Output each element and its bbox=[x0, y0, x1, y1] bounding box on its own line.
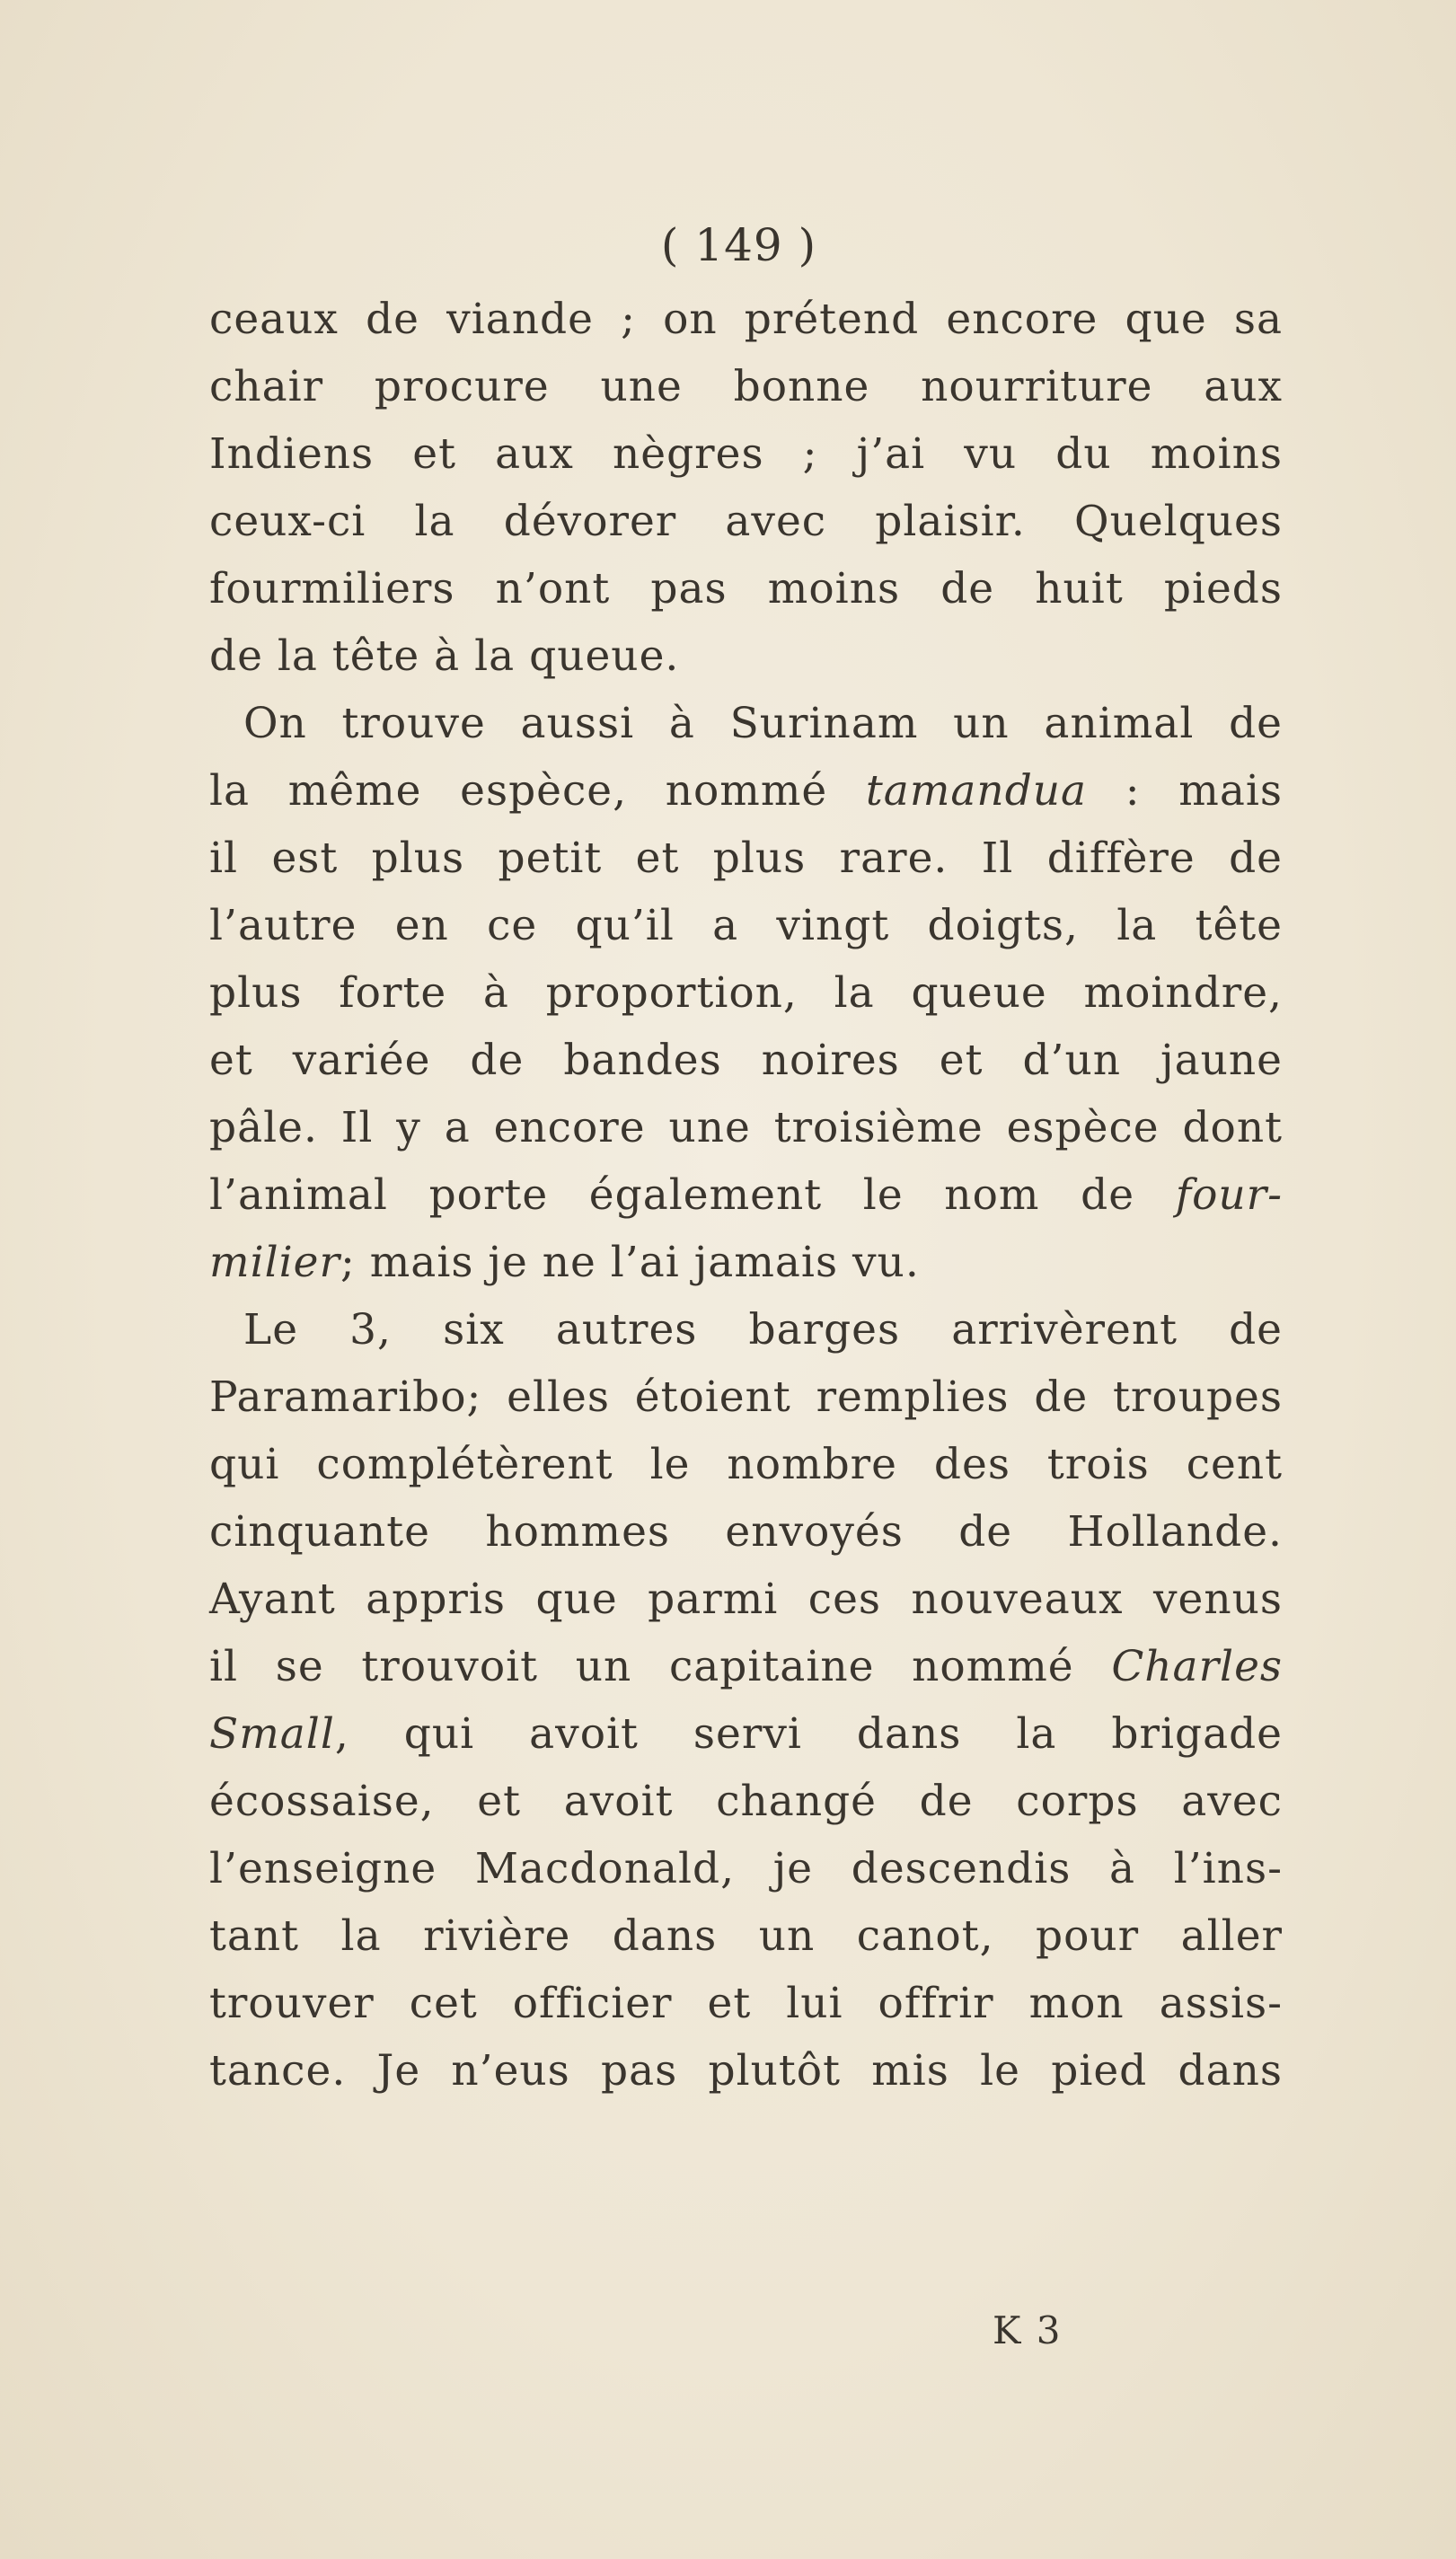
signature-mark: K 3 bbox=[993, 2308, 1063, 2352]
text-line bbox=[209, 1363, 1283, 1431]
page-number: ( 149 ) bbox=[660, 219, 817, 271]
text-line bbox=[209, 1094, 1283, 1161]
text-line bbox=[209, 555, 1283, 622]
text-line bbox=[209, 420, 1283, 488]
text-segment: , qui avoit servi dans la brigade bbox=[334, 1709, 1283, 1759]
text-segment: il se trouvoit un capitaine nommé bbox=[209, 1642, 1112, 1691]
text-segment: la même espèce, nommé bbox=[209, 766, 866, 816]
text-line bbox=[209, 1902, 1283, 1970]
text-segment: trouver cet officier et lui offrir mon assis- bbox=[209, 1979, 1283, 2028]
text-segment: l’animal porte également le nom de bbox=[209, 1170, 1176, 1220]
text-segment: Paramaribo; elles étoient remplies de troupes bbox=[209, 1372, 1283, 1422]
text-line bbox=[209, 488, 1283, 555]
text-segment: tance. Je n’eus pas plutôt mis le pied dans bbox=[209, 2046, 1283, 2096]
text-line bbox=[209, 622, 1283, 690]
text-segment: l’autre en ce qu’il a vingt doigts, la tête bbox=[209, 901, 1283, 950]
text-line bbox=[209, 2037, 1283, 2105]
italic-text: milier bbox=[209, 1238, 340, 1287]
text-segment: qui complétèrent le nombre des trois cent bbox=[209, 1440, 1283, 1489]
text-line bbox=[209, 892, 1283, 959]
text-line bbox=[209, 1431, 1283, 1498]
text-line bbox=[209, 1768, 1283, 1835]
text-block bbox=[209, 205, 1283, 2105]
text-line bbox=[209, 959, 1283, 1027]
text-segment: de la tête à la queue. bbox=[209, 631, 680, 681]
text-segment: ceaux de viande ; on prétend encore que sa bbox=[209, 295, 1283, 344]
text-line bbox=[209, 1296, 1283, 1363]
text-segment: ; mais je ne l’ai jamais vu. bbox=[340, 1238, 920, 1287]
text-segment: chair procure une bonne nourriture aux bbox=[209, 362, 1283, 411]
text-segment: fourmiliers n’ont pas moins de huit pieds bbox=[209, 564, 1283, 613]
text-segment: Ayant appris que parmi ces nouveaux venus bbox=[209, 1575, 1283, 1624]
text-line bbox=[209, 1970, 1283, 2037]
text-segment: On trouve aussi à Surinam un animal de bbox=[243, 699, 1283, 748]
text-line bbox=[209, 1161, 1283, 1229]
text-segment: ceux-ci la dévorer avec plaisir. Quelques bbox=[209, 497, 1283, 546]
text-segment: il est plus petit et plus rare. Il diffère de bbox=[209, 834, 1283, 883]
text-line bbox=[209, 1566, 1283, 1633]
text-line bbox=[209, 1700, 1283, 1768]
text-line bbox=[209, 757, 1283, 825]
text-line bbox=[209, 1229, 1283, 1296]
text-line bbox=[209, 353, 1283, 420]
text-line bbox=[209, 825, 1283, 892]
text-line bbox=[209, 1633, 1283, 1700]
italic-text: Small bbox=[209, 1709, 335, 1759]
text-segment: pâle. Il y a encore une troisième espèce dont bbox=[209, 1103, 1283, 1152]
italic-text: four- bbox=[1175, 1170, 1283, 1220]
text-segment: plus forte à proportion, la queue moindre, bbox=[209, 968, 1283, 1018]
text-segment: : mais bbox=[1087, 766, 1283, 816]
italic-text: tamandua bbox=[865, 766, 1088, 816]
text-segment: et variée de bandes noires et d’un jaune bbox=[209, 1036, 1283, 1085]
italic-text: Charles bbox=[1111, 1642, 1283, 1691]
text-segment: cinquante hommes envoyés de Hollande. bbox=[209, 1507, 1283, 1557]
text-segment: Le 3, six autres barges arrivèrent de bbox=[243, 1305, 1283, 1355]
body-text bbox=[209, 286, 1283, 2105]
text-line bbox=[209, 286, 1283, 353]
text-line bbox=[209, 1835, 1283, 1902]
text-line bbox=[209, 1498, 1283, 1566]
text-segment: tant la rivière dans un canot, pour aller bbox=[209, 1911, 1283, 1961]
text-segment: l’enseigne Macdonald, je descendis à l’ins- bbox=[209, 1844, 1283, 1893]
text-line bbox=[209, 690, 1283, 757]
text-segment: écossaise, et avoit changé de corps avec bbox=[209, 1777, 1283, 1826]
text-segment: Indiens et aux nègres ; j’ai vu du moins bbox=[209, 429, 1283, 479]
text-line bbox=[209, 1027, 1283, 1094]
